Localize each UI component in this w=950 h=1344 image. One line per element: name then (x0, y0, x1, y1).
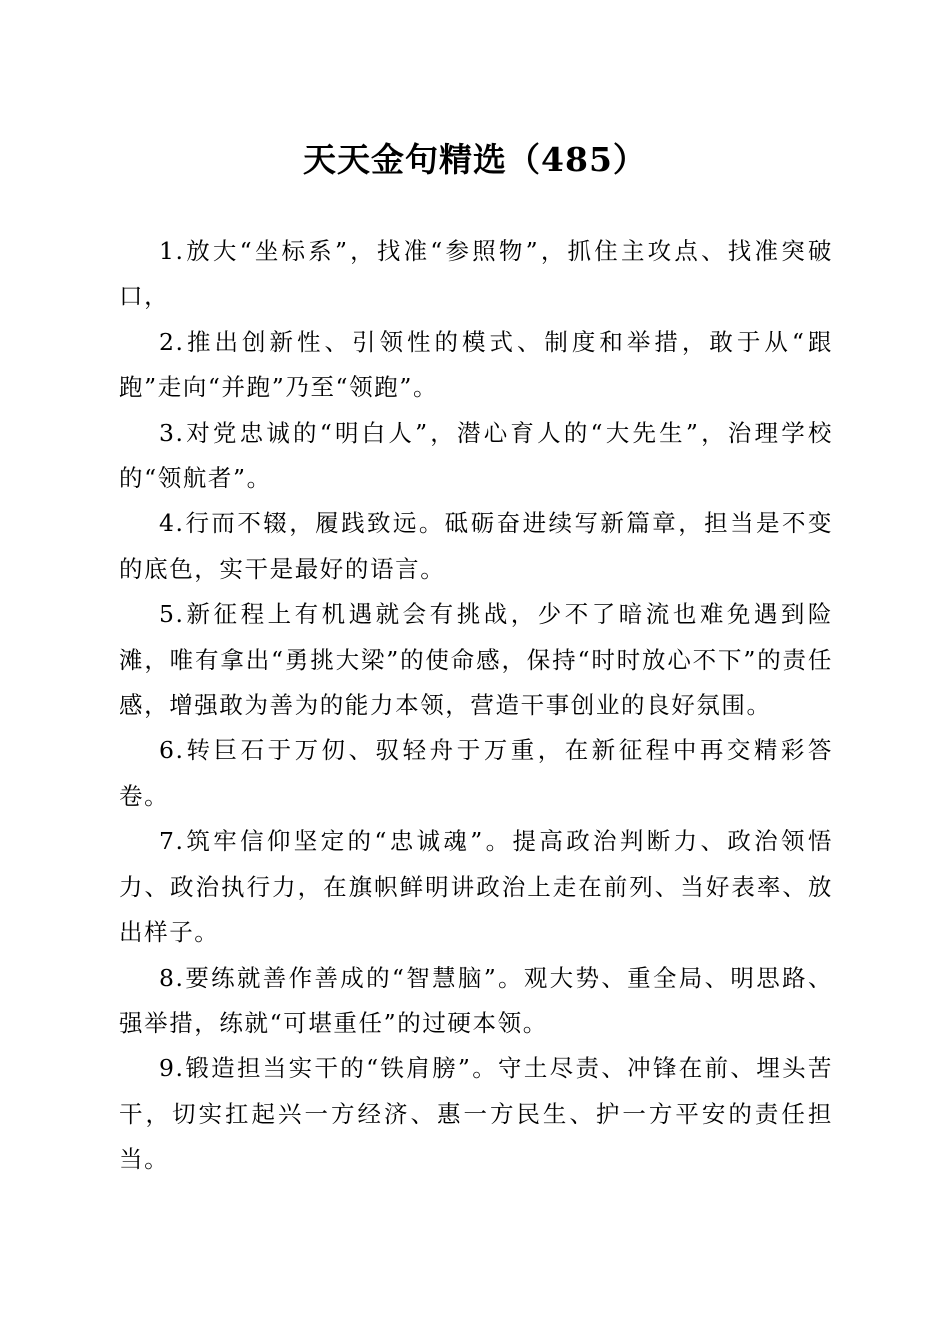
quote-item-2: 2.推出创新性、引领性的模式、制度和举措，敢于从“跟跑”走向“并跑”乃至“领跑”。 (119, 327, 833, 402)
quote-item-9: 9.锻造担当实干的“铁肩膀”。守土尽责、冲锋在前、埋头苦干，切实扛起兴一方经济、惠一方民生、护一方平安的责任担当。 (119, 1054, 833, 1174)
quote-item-6: 6.转巨石于万仞、驭轻舟于万重，在新征程中再交精彩答卷。 (119, 736, 833, 810)
quote-item-4: 4.行而不辍，履践致远。砥砺奋进续写新篇章，担当是不变的底色，实干是最好的语言。 (119, 509, 833, 583)
quote-item-1: 1.放大“坐标系”，找准“参照物”，抓住主攻点、找准突破口， (119, 237, 833, 311)
quote-list (119, 229, 833, 1183)
quote-item-8: 8.要练就善作善成的“智慧脑”。观大势、重全局、明思路、强举措，练就“可堪重任”的过硬本领。 (119, 963, 833, 1037)
quote-item-5: 5.新征程上有机遇就会有挑战，少不了暗流也难免遇到险滩，唯有拿出“勇挑大梁”的使命感，保持“时时放心不下”的责任感，增强敢为善为的能力本领，营造干事创业的良好氛围。 (119, 600, 833, 720)
quote-item-3: 3.对党忠诚的“明白人”，潜心育人的“大先生”，治理学校的“领航者”。 (119, 418, 833, 493)
quote-item-7: 7.筑牢信仰坚定的“忠诚魂”。提高政治判断力、政治领悟力、政治执行力，在旗帜鲜明讲政治上走在前列、当好表率、放出样子。 (119, 827, 833, 947)
document-title: 天天金句精选（485） (303, 140, 647, 179)
